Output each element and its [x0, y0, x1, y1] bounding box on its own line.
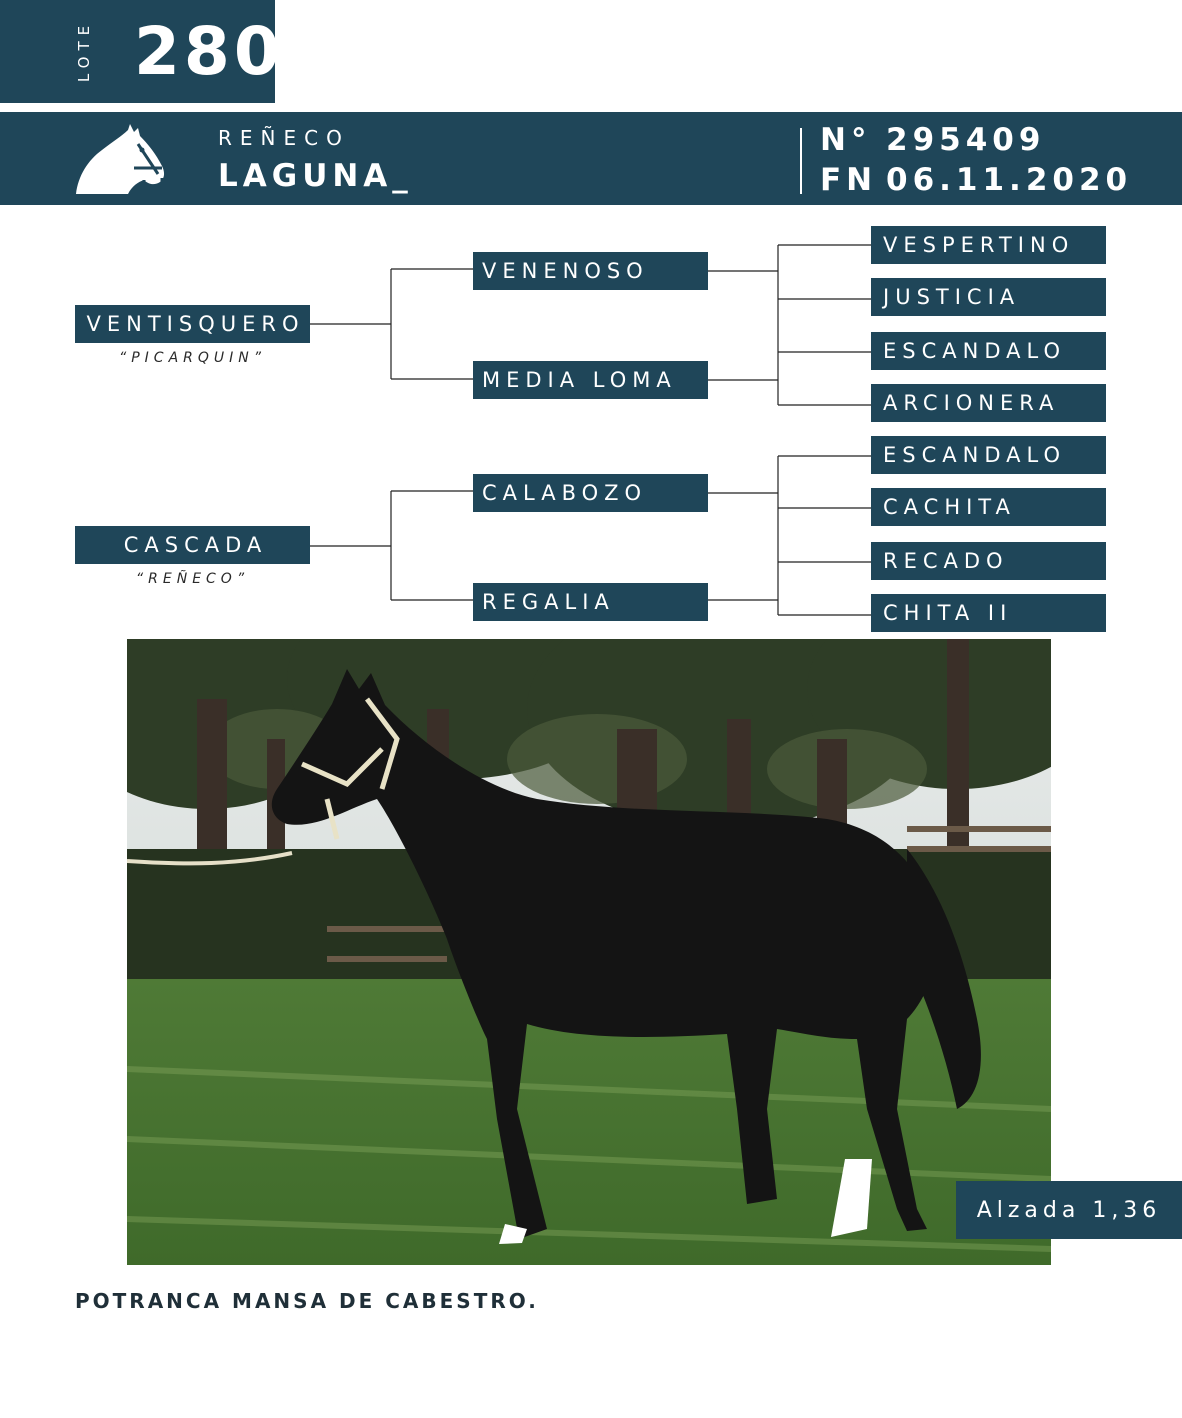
great-grandparent-box: CACHITA	[871, 488, 1106, 526]
breeder-name: REÑECO	[218, 126, 350, 150]
birth-date-key: FN	[820, 162, 878, 198]
maternal-granddam-box: REGALIA	[473, 583, 708, 621]
great-grandparent-box: RECADO	[871, 542, 1106, 580]
lot-number: 280	[134, 13, 284, 90]
paternal-grandsire-box: VENENOSO	[473, 252, 708, 290]
registration-row	[820, 122, 1045, 158]
horse-head-icon	[72, 124, 168, 196]
maternal-grandsire-box: CALABOZO	[473, 474, 708, 512]
height-badge: Alzada 1,36	[956, 1181, 1182, 1239]
paternal-granddam-box: MEDIA LOMA	[473, 361, 708, 399]
birth-date-value: 06.11.2020	[886, 162, 1133, 198]
lot-box	[0, 0, 284, 103]
great-grandparent-box: ESCANDALO	[871, 332, 1106, 370]
horse-photo-illustration	[127, 639, 1051, 1265]
registration-key: N°	[820, 122, 872, 158]
great-grandparent-box: ARCIONERA	[871, 384, 1106, 422]
header-divider	[800, 128, 802, 194]
great-grandparent-box: VESPERTINO	[871, 226, 1106, 264]
dam-box: CASCADA	[75, 526, 310, 564]
sire-alias: “PICARQUIN”	[118, 350, 267, 366]
great-grandparent-box: ESCANDALO	[871, 436, 1106, 474]
horse-photo	[127, 639, 1051, 1265]
great-grandparent-box: CHITA II	[871, 594, 1106, 632]
description-text: POTRANCA MANSA DE CABESTRO.	[75, 1289, 539, 1313]
header-bar	[0, 112, 1182, 205]
birth-date-row	[820, 162, 1132, 198]
great-grandparent-box: JUSTICIA	[871, 278, 1106, 316]
dam-alias: “REÑECO”	[135, 571, 250, 587]
sire-box: VENTISQUERO	[75, 305, 310, 343]
horse-name: LAGUNA_	[218, 158, 413, 194]
registration-value: 295409	[886, 122, 1046, 158]
lot-label: LOTE	[75, 19, 93, 83]
